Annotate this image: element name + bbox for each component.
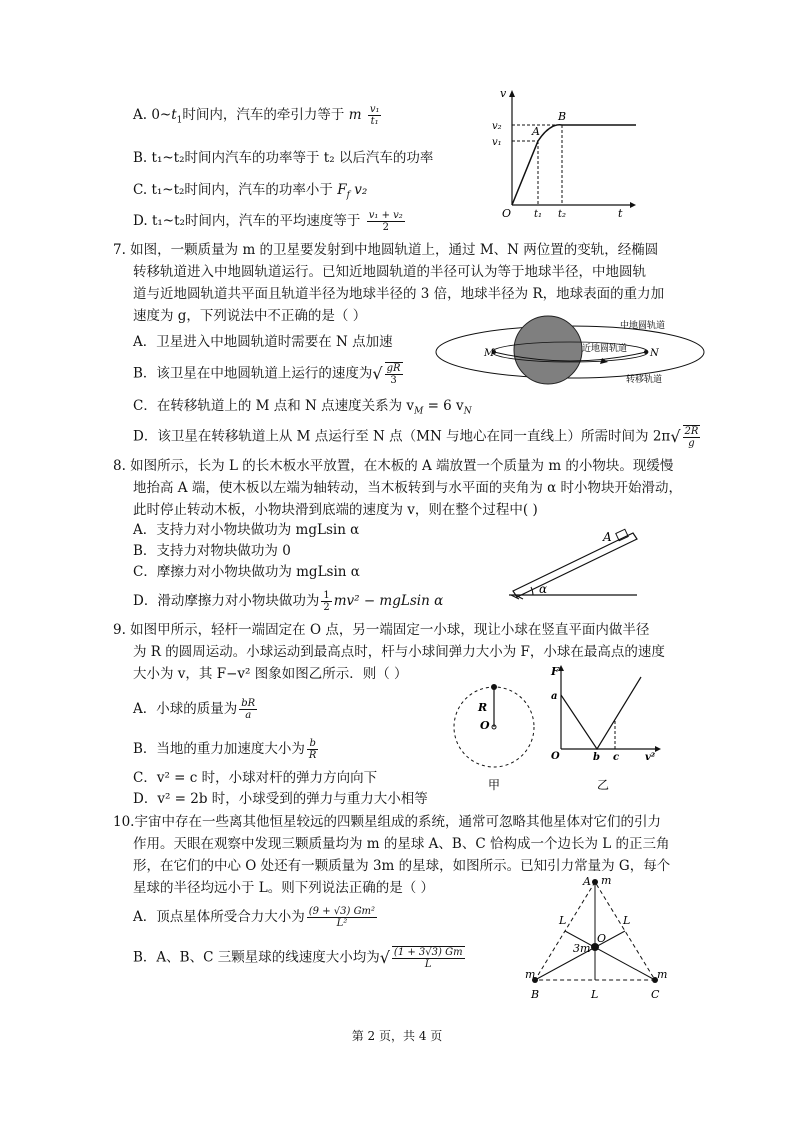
graph-v-label: v [500, 87, 507, 100]
q8-incline-figure [505, 525, 645, 605]
q7-line-4: 速度为 g，下列说法中不正确的是（ ） [133, 308, 367, 324]
graph-t2: t₂ [558, 209, 567, 220]
graph-a-label: a [551, 691, 558, 702]
figure-center-o: O [480, 719, 490, 732]
orbit-point-n: N [650, 348, 659, 359]
tri-vertex-a: A [583, 875, 591, 888]
graph-v2-label: v₂ [492, 121, 502, 132]
q7-option-a: A．卫星进入中地圆轨道时需要在 N 点加速 [133, 334, 393, 350]
q7-option-b: B．该卫星在中地圆轨道上运行的速度为√ $\frac{gR}{3}$ [133, 363, 401, 386]
q6-option-d: D. t₁~t₂时间内，汽车的平均速度等于 $\frac{\text{v₁ + v₂}}{2}$ [133, 210, 403, 233]
q7-line-2: 转移轨道进入中地圆轨道运行。已知近地圆轨道的半径可认为等于地球半径，中地圆轨 [133, 264, 646, 280]
q7-orbit-figure [430, 312, 710, 396]
q8-option-b: B．支持力对物块做功为 0 [133, 543, 291, 559]
q7-line-3: 道与近地圆轨道共平面且轨道半径为地球半径的 3 倍，地球半径为 R，地球表面的重力加 [133, 286, 665, 302]
q9-option-c: C．v² = c 时，小球对杆的弹力方向向下 [133, 770, 378, 786]
graph-point-b: B [558, 110, 567, 123]
q6-option-c: C. t₁~t₂时间内，汽车的功率小于 $F_f$ v₂ [133, 182, 368, 201]
graph-origin: O [502, 207, 512, 220]
graph-v2-axis: v² [645, 752, 656, 763]
q10-option-a: A．顶点星体所受合力大小为 $\frac{\text{(9 + √3) Gm²}}{\text{L²}}$ [133, 906, 376, 929]
q9-figure-jia [450, 665, 540, 795]
q8-line-1: 8. 如图所示，长为 L 的长木板水平放置，在木板的 A 端放置一个质量为 m 的小物块。现缓慢 [113, 458, 674, 474]
q7-option-d: D．该卫星在转移轨道上从 M 点运行至 N 点（MN 与地心在同一直线上）所需时间为 2π√ $\frac{2R}{g}$ [133, 426, 699, 449]
q9-line-2: 为 R 的圆周运动。小球运动到最高点时，杆与小球间弹力大小为 F，小球在最高点的速度 [133, 644, 665, 660]
orbit-point-m: M [484, 348, 495, 359]
tri-side-right: L [623, 914, 631, 927]
transfer-orbit-label: 转移轨道 [626, 375, 663, 385]
graph-v1-label: v₁ [492, 137, 502, 148]
q7-line-1: 7. 如图，一颗质量为 m 的卫星要发射到中地圆轨道上，通过 M、N 两位置的变轨，经椭圆 [113, 242, 659, 258]
tri-side-bottom: L [591, 988, 599, 1001]
tri-center-o: O [597, 932, 607, 945]
tri-center-mass: 3m [573, 942, 591, 955]
q6-a-fraction: $\frac{\text{v₁}}{\text{t₁}}$ [369, 104, 380, 127]
q9-option-b: B．当地的重力加速度大小为 $\frac{b}{R}$ [133, 738, 317, 761]
q7-option-c: C．在转移轨道上的 M 点和 N 点速度关系为 $v_M = 6$ $v_N$ [133, 398, 472, 417]
q6-vt-graph [490, 85, 640, 225]
q9-option-a: A．小球的质量为 $\frac{bR}{a}$ [133, 698, 256, 721]
tri-mass-c: m [657, 968, 668, 981]
tri-mass-b: m [525, 968, 536, 981]
graph-t1: t₁ [534, 209, 543, 220]
graph-b-label: b [593, 752, 600, 763]
q9-line-3: 大小为 v，其 F−v² 图象如图乙所示．则（ ） [133, 666, 408, 682]
graph-point-a: A [532, 125, 540, 138]
q9-option-d: D．v² = 2b 时，小球受到的弹力与重力大小相等 [133, 791, 428, 807]
mid-orbit-label: 中地圆轨道 [620, 321, 666, 331]
q10-triangle-figure [515, 868, 675, 1008]
page-footer: 第 2 页，共 4 页 [351, 1029, 443, 1043]
q8-option-a: A．支持力对小物块做功为 mgLsin α [133, 522, 360, 538]
q9-figure-yi-graph [545, 665, 665, 795]
q10-line-4: 星球的半径均远小于 L。则下列说法正确的是（ ） [133, 880, 435, 896]
tri-side-left: L [559, 914, 567, 927]
q8-line-3: 此时停止转动木板，小物块滑到底端的速度为 v，则在整个过程中( ) [133, 502, 538, 518]
graph-c-label: c [613, 752, 620, 763]
q8-option-d: D．滑动摩擦力对小物块做功为 $\frac{1}{2}$ mv² − mgLsin α [133, 590, 444, 613]
tri-vertex-b: B [531, 988, 540, 1001]
q8-line-2: 地抬高 A 端，使木板以左端为轴转动，当木板转到与水平面的夹角为 α 时小物块开始滑动， [133, 480, 683, 496]
q10-line-3: 形，在它们的中心 O 处还有一颗质量为 3m 的星球，如图所示。已知引力常量为 G，每个 [133, 858, 671, 874]
q6-d-fraction: $\frac{\text{v₁ + v₂}}{2}$ [368, 210, 403, 233]
near-orbit-label: 近地圆轨道 [582, 344, 628, 354]
incline-angle: α [539, 582, 548, 596]
tri-mass-a: m [601, 874, 612, 887]
q10-line-2: 作用。天眼在观察中发现三颗质量均为 m 的星球 A、B、C 恰构成一个边长为 L 的正三角 [133, 836, 670, 852]
incline-end-a: A [603, 530, 612, 544]
q8-option-c: C．摩擦力对小物块做功为 mgLsin α [133, 564, 360, 580]
q10-option-b: B．A、B、C 三颗星球的线速度大小均为√ $\frac{(1 + 3√3) Gm}{L}$ [133, 947, 463, 970]
figure-jia-caption: 甲 [488, 778, 501, 792]
q6-option-a: A. $0\sim t_1$时间内，汽车的牵引力等于 m $\frac{\text{v₁}}{\text{t₁}}$ [133, 104, 380, 127]
figure-radius-r: R [478, 701, 488, 714]
q9-line-1: 9. 如图甲所示，轻杆一端固定在 O 点，另一端固定一小球，现让小球在竖直平面内做半径 [113, 622, 650, 638]
q6-option-b: B. t₁~t₂时间内汽车的功率等于 t₂ 以后汽车的功率 [133, 150, 434, 166]
tri-vertex-c: C [651, 988, 660, 1001]
graph-t: t [618, 207, 623, 220]
figure-yi-caption: 乙 [597, 778, 610, 792]
q10-line-1: 10.宇宙中存在一些离其他恒星较远的四颗星组成的系统，通常可忽略其他星体对它们的引力 [113, 814, 661, 830]
graph-f-label: F [551, 665, 559, 678]
graph-origin-o: O [551, 751, 560, 762]
